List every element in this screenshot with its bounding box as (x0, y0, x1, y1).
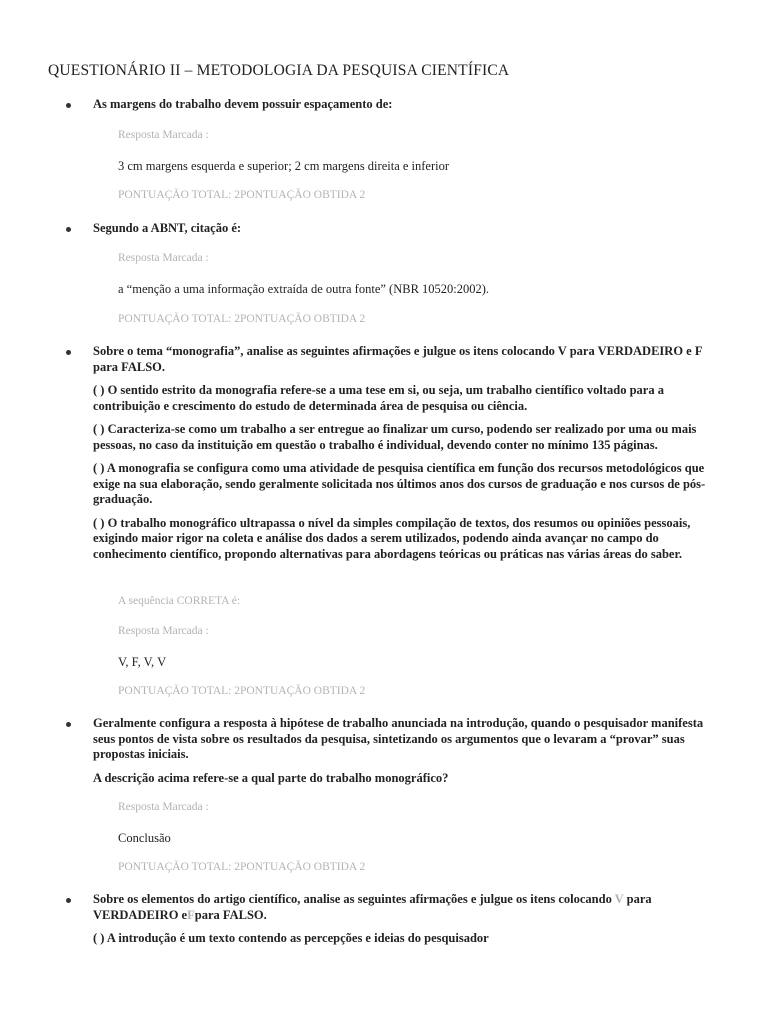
question-text: As margens do trabalho devem possuir espaçamento de: (93, 97, 393, 111)
answer-label: Resposta Marcada : (118, 129, 209, 141)
score-line: PONTUAÇÃO TOTAL: 2PONTUAÇÃO OBTIDA 2 (118, 189, 366, 201)
answer-label: Resposta Marcada : (118, 252, 209, 264)
score-line: PONTUAÇÃO TOTAL: 2PONTUAÇÃO OBTIDA 2 (118, 685, 366, 697)
question-text-part: para FALSO. (194, 907, 267, 922)
question-4 (68, 716, 728, 786)
bullet-icon (66, 227, 71, 232)
statement-item: ( ) O trabalho monográfico ultrapassa o nível da simples compilação de textos, dos resumos ou opiniões pessoais, exigindo maior rigor na coleta e análise dos dados a serem utilizados, podendo ainda avançar no campo do conhecimento científico, propondo alternativas para abordagens teóricas ou práticas nas várias áreas do saber. (93, 515, 691, 561)
question-1 (68, 97, 728, 113)
answer-label: Resposta Marcada : (118, 801, 209, 813)
question-text-part: para VERDADEIRO e (93, 892, 652, 922)
sequence-label: A sequência CORRETA é: (118, 595, 241, 607)
score-line: PONTUAÇÃO TOTAL: 2PONTUAÇÃO OBTIDA 2 (118, 861, 366, 873)
answer-label: Resposta Marcada : (118, 625, 209, 637)
question-3 (68, 344, 728, 562)
marked-answer: a “menção a uma informação extraída de outra fonte” (NBR 10520:2002). (118, 282, 490, 296)
question-5 (68, 892, 728, 947)
page-title: QUESTIONÁRIO II – METODOLOGIA DA PESQUISA CIENTÍFICA (48, 62, 510, 79)
question-text: Sobre o tema “monografia”, analise as seguintes afirmações e julgue os itens colocando V para VERDADEIRO e F para FALSO. (93, 344, 703, 374)
statement-item: ( ) A monografia se configura como uma atividade de pesquisa científica em função dos recursos metodológicos que exige na sua elaboração, sendo geralmente solicitada nos últimos anos dos cursos de graduação e nos cursos de pós-graduação. (93, 461, 706, 506)
question-text: Geralmente configura a resposta à hipótese de trabalho anunciada na introdução, quando o pesquisador manifesta seus pontos de vista sobre os resultados da pesquisa, sintetizando os argumentos que o levaram a “provar” suas propostas iniciais. (93, 716, 704, 761)
question-text (93, 892, 728, 923)
question-2 (68, 221, 728, 237)
bullet-icon (66, 350, 71, 355)
question-subtext: A descrição acima refere-se a qual parte do trabalho monográfico? (93, 770, 449, 785)
marked-answer: 3 cm margens esquerda e superior; 2 cm margens direita e inferior (118, 159, 450, 173)
question-text-part: Sobre os elementos do artigo científico, analise as seguintes afirmações e julgue os itens colocando (93, 892, 615, 906)
true-mark: V (614, 892, 624, 906)
statement-item: ( ) A introdução é um texto contendo as percepções e ideias do pesquisador (93, 931, 489, 945)
false-mark: F (187, 907, 195, 922)
bullet-icon (66, 103, 71, 108)
bullet-icon (66, 898, 71, 903)
statement-item: ( ) Caracteriza-se como um trabalho a ser entregue ao finalizar um curso, podendo ser realizado por uma ou mais pessoas, no caso da instituição em questão o trabalho é individual, devendo conter no mínimo 135 páginas. (93, 422, 697, 452)
statement-item: ( ) O sentido estrito da monografia refere-se a uma tese em si, ou seja, um trabalho científico voltado para a contribuição e crescimento do estudo de determinada área de pesquisa ou ciência. (93, 383, 664, 413)
score-line: PONTUAÇÃO TOTAL: 2PONTUAÇÃO OBTIDA 2 (118, 313, 366, 325)
bullet-icon (66, 722, 71, 727)
question-text: Segundo a ABNT, citação é: (93, 221, 242, 235)
marked-answer: V, F, V, V (118, 655, 167, 669)
marked-answer: Conclusão (118, 831, 171, 845)
